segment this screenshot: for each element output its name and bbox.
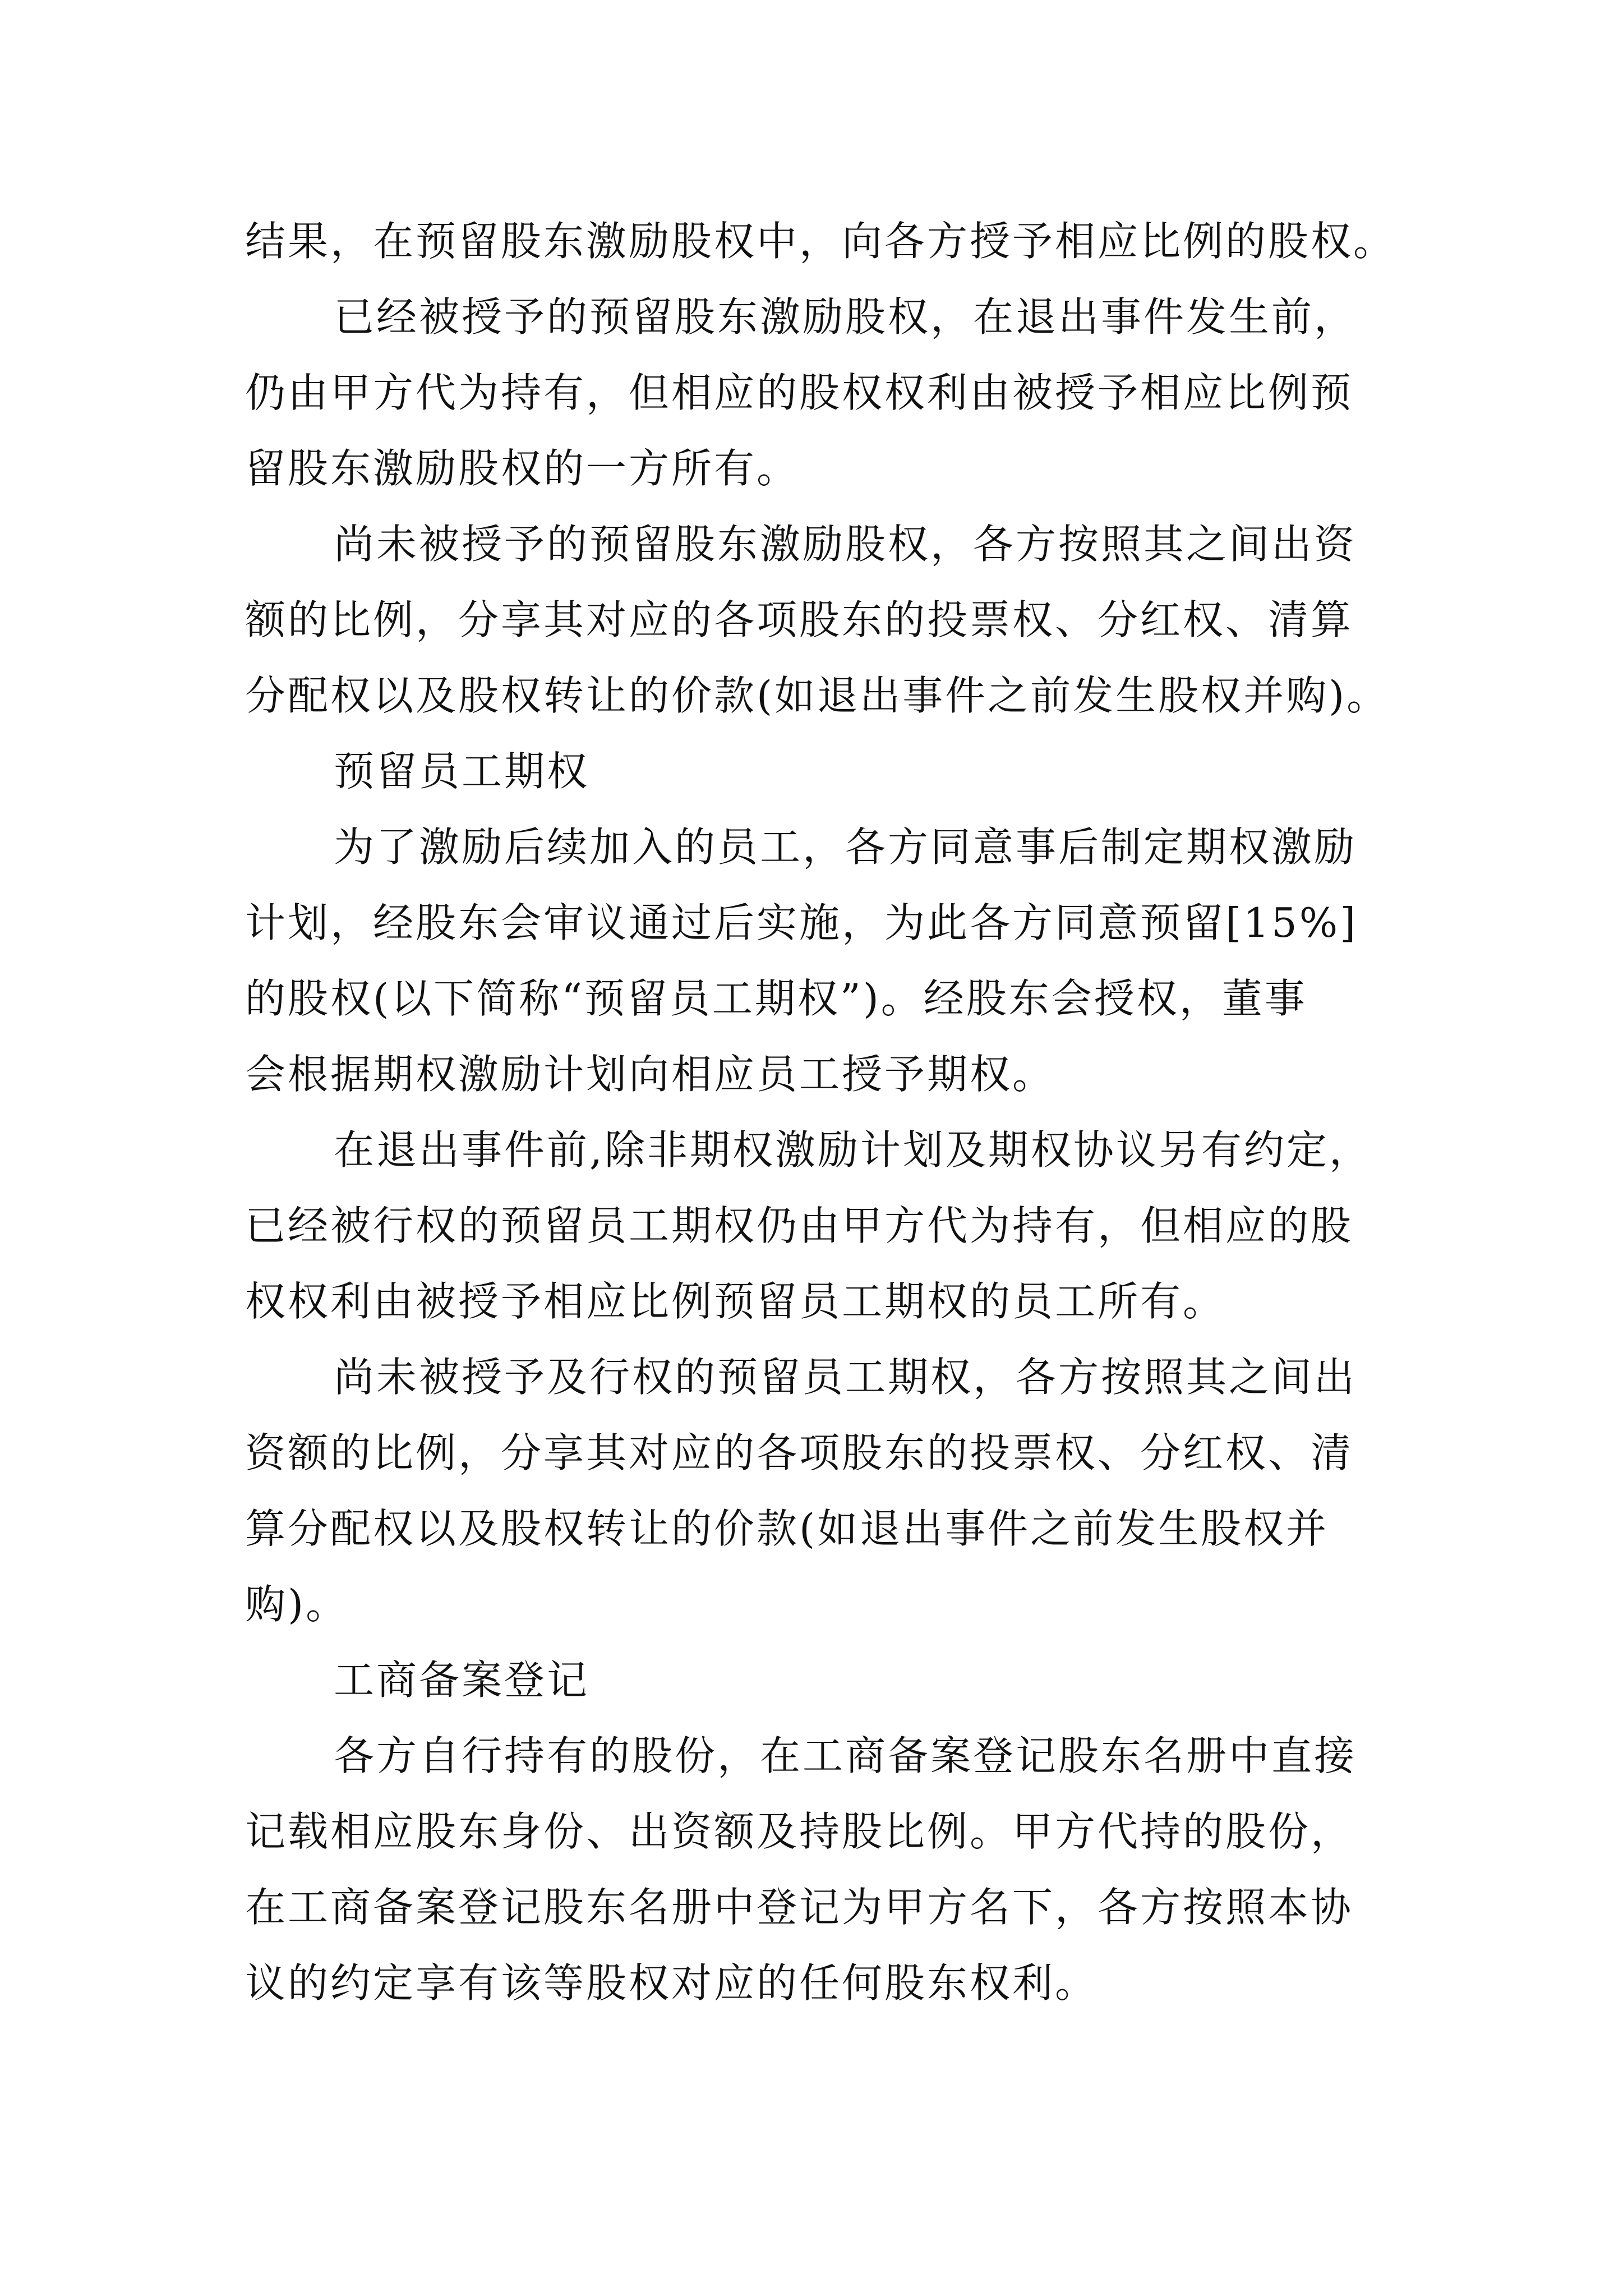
text-line: 分配权以及股权转让的价款(如退出事件之前发生股权并购)。	[245, 672, 1390, 719]
text-line: 各方自行持有的股份，在工商备案登记股东名册中直接	[334, 1732, 1357, 1779]
text-line: 已经被行权的预留员工期权仍由甲方代为持有，但相应的股	[245, 1202, 1354, 1249]
text-line: 尚未被授予及行权的预留员工期权，各方按照其之间出	[334, 1354, 1357, 1401]
text-line: 工商备案登记	[334, 1657, 590, 1704]
text-line: 在工商备案登记股东名册中登记为甲方名下，各方按照本协	[245, 1884, 1354, 1931]
text-line: 会根据期权激励计划向相应员工授予期权。	[245, 1051, 1055, 1098]
text-line: 算分配权以及股权转让的价款(如退出事件之前发生股权并	[245, 1505, 1329, 1552]
text-line: 结果，在预留股东激励股权中，向各方授予相应比例的股权。	[245, 218, 1396, 265]
text-line: 权权利由被授予相应比例预留员工期权的员工所有。	[245, 1278, 1226, 1325]
text-line: 额的比例，分享其对应的各项股东的投票权、分红权、清算	[245, 596, 1354, 643]
text-line: 仍由甲方代为持有，但相应的股权权利由被授予相应比例预	[245, 369, 1354, 416]
text-line: 尚未被授予的预留股东激励股权，各方按照其之间出资	[334, 521, 1357, 568]
text-line: 已经被授予的预留股东激励股权，在退出事件发生前，	[334, 293, 1357, 341]
text-line: 记载相应股东身份、出资额及持股比例。甲方代持的股份，	[245, 1808, 1354, 1855]
document-body	[245, 204, 1404, 2021]
text-line: 资额的比例，分享其对应的各项股东的投票权、分红权、清	[245, 1429, 1354, 1476]
text-line: 议的约定享有该等股权对应的任何股东权利。	[245, 1959, 1098, 2007]
text-line: 为了激励后续加入的员工，各方同意事后制定期权激励	[334, 823, 1357, 871]
text-line: 计划，经股东会审议通过后实施，为此各方同意预留[15%]	[245, 899, 1358, 946]
text-line: 预留员工期权	[334, 748, 590, 795]
text-line: 留股东激励股权的一方所有。	[245, 445, 800, 492]
text-line: 购)。	[245, 1581, 349, 1628]
text-line: 在退出事件前,除非期权激励计划及期权协议另有约定，	[334, 1126, 1372, 1174]
text-line: 的股权(以下简称“预留员工期权”)。经股东会授权，董事	[245, 975, 1307, 1022]
